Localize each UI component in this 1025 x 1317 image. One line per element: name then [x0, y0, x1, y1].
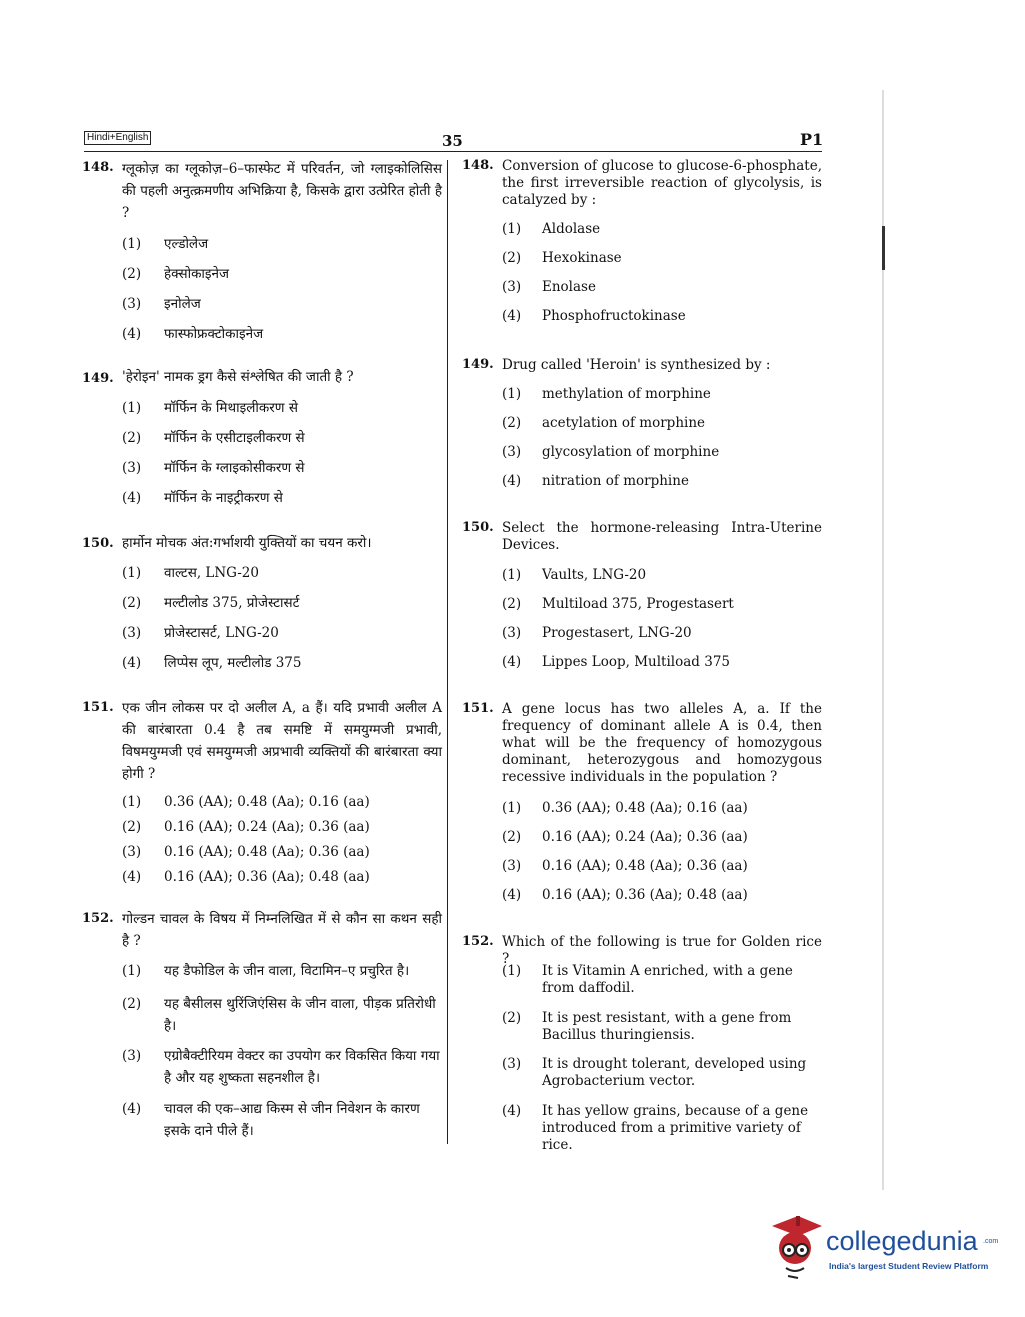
- option-number: (1): [502, 386, 522, 402]
- option-number: (4): [502, 473, 522, 489]
- option-number: (2): [122, 266, 142, 282]
- option-text: चावल की एक–आद्य किस्म से जीन निवेशन के कारण इसके दाने पीले हैं।: [164, 1101, 420, 1139]
- option-number: (2): [502, 829, 522, 845]
- question-text: Drug called 'Heroin' is synthesized by :: [502, 357, 771, 373]
- option-text: प्रोजेस्टासर्ट, LNG-20: [164, 625, 279, 641]
- option-number: (1): [122, 565, 142, 581]
- question-number: 149.: [462, 357, 494, 372]
- question-text: हार्मोन मोचक अंत:गर्भाशयी युक्तियों का चयन करो।: [122, 535, 372, 551]
- option-text: glycosylation of morphine: [542, 444, 720, 460]
- option-text: nitration of morphine: [542, 473, 689, 489]
- option-text: एल्डोलेज: [164, 236, 209, 252]
- question-149-english: [462, 357, 822, 497]
- option-number: (2): [502, 1010, 522, 1026]
- option-number: (1): [502, 567, 522, 583]
- logo-mascot-icon: [768, 1212, 824, 1282]
- option-text: मॉर्फिन के एसीटाइलीकरण से: [164, 430, 305, 446]
- column-divider: [447, 160, 448, 1144]
- question-152-hindi: [82, 908, 442, 1148]
- option-number: (2): [122, 996, 142, 1012]
- question-148-english: [462, 158, 822, 328]
- question-number: 150.: [82, 536, 114, 551]
- option-text: 0.16 (AA); 0.48 (Aa); 0.36 (aa): [164, 844, 370, 860]
- option-number: (3): [122, 844, 142, 860]
- option-number: (2): [502, 596, 522, 612]
- option-text: Lippes Loop, Multiload 375: [542, 654, 730, 670]
- option-number: (4): [502, 308, 522, 324]
- question-151-hindi: [82, 697, 442, 887]
- option-text: इनोलेज: [164, 296, 201, 312]
- option-number: (1): [502, 963, 522, 979]
- option-number: (3): [502, 858, 522, 874]
- option-number: (3): [502, 279, 522, 295]
- option-text: 0.16 (AA); 0.24 (Aa); 0.36 (aa): [164, 819, 370, 835]
- option-number: (3): [122, 460, 142, 476]
- question-number: 151.: [82, 700, 114, 715]
- logo-suffix: .com: [983, 1238, 999, 1245]
- option-number: (4): [122, 490, 142, 506]
- option-number: (4): [502, 654, 522, 670]
- page-number: 35: [442, 132, 463, 150]
- question-150-hindi: [82, 534, 442, 674]
- page-edge-mark: [882, 226, 885, 270]
- question-number: 148.: [462, 158, 494, 173]
- question-text: गोल्डन चावल के विषय में निम्नलिखित में से कौन सा कथन सही है ?: [122, 911, 442, 949]
- header-rule: [84, 151, 822, 152]
- question-number: 151.: [462, 701, 494, 716]
- option-text: Hexokinase: [542, 250, 622, 266]
- paper-code: P1: [800, 130, 824, 149]
- question-150-english: [462, 520, 822, 680]
- option-text: लिप्पेस लूप, मल्टीलोड 375: [164, 655, 302, 671]
- option-text: 0.36 (AA); 0.48 (Aa); 0.16 (aa): [542, 800, 748, 816]
- option-number: (1): [122, 794, 142, 810]
- question-number: 149.: [82, 371, 114, 386]
- question-number: 152.: [462, 934, 494, 949]
- option-text: फास्फोफ्रक्टोकाइनेज: [164, 326, 264, 342]
- option-text: methylation of morphine: [542, 386, 711, 402]
- option-text: Progestasert, LNG-20: [542, 625, 692, 641]
- option-number: (2): [122, 595, 142, 611]
- option-text: It is drought tolerant, developed using Agrobacterium vector.: [542, 1056, 807, 1089]
- question-148-hindi: [82, 158, 442, 348]
- option-text: मॉर्फिन के ग्लाइकोसीकरण से: [164, 460, 305, 476]
- option-number: (2): [502, 250, 522, 266]
- option-text: 0.16 (AA); 0.24 (Aa); 0.36 (aa): [542, 829, 748, 845]
- option-text: acetylation of morphine: [542, 415, 706, 431]
- option-number: (4): [122, 655, 142, 671]
- option-number: (2): [122, 430, 142, 446]
- option-text: एग्रोबैक्टीरियम वेक्टर का उपयोग कर विकसित किया गया है और यह शुष्कता सहनशील है।: [164, 1048, 440, 1086]
- option-text: Multiload 375, Progestasert: [542, 596, 734, 612]
- question-text: एक जीन लोकस पर दो अलील A, a हैं। यदि प्रभावी अलील A की बारंबारता 0.4 है तब समष्टि में समयुग्मजी प्रभावी, विषमयुग्मजी एवं समयुग्मजी अप्रभावी व्यक्तियों की बारंबारता क्या होगी ?: [122, 700, 442, 782]
- question-152-english: [462, 934, 822, 1153]
- option-number: (3): [502, 444, 522, 460]
- option-text: It is pest resistant, with a gene from Bacillus thuringiensis.: [542, 1010, 792, 1043]
- option-text: 0.16 (AA); 0.36 (Aa); 0.48 (aa): [164, 869, 370, 885]
- question-text: Conversion of glucose to glucose-6-phosphate, the first irreversible reaction of glycolysis, is catalyzed by :: [502, 158, 822, 208]
- option-number: (1): [502, 800, 522, 816]
- language-tag: Hindi+English: [84, 131, 151, 145]
- logo-tagline: India's largest Student Review Platform: [829, 1261, 989, 1271]
- option-number: (1): [122, 236, 142, 252]
- question-text: 'हेरोइन' नामक ड्रग कैसे संश्लेषित की जाती है ?: [122, 369, 354, 385]
- option-text: Phosphofructokinase: [542, 308, 686, 324]
- option-number: (1): [122, 400, 142, 416]
- option-number: (4): [502, 887, 522, 903]
- option-text: मॉर्फिन के मिथाइलीकरण से: [164, 400, 298, 416]
- option-text: हेक्सोकाइनेज: [164, 266, 230, 282]
- option-text: It is Vitamin A enriched, with a gene from daffodil.: [542, 963, 793, 996]
- option-number: (4): [122, 326, 142, 342]
- option-number: (2): [122, 819, 142, 835]
- option-number: (3): [122, 1048, 142, 1064]
- option-number: (4): [502, 1103, 522, 1119]
- option-number: (3): [122, 625, 142, 641]
- question-text: Select the hormone-releasing Intra-Uterine Devices.: [502, 520, 822, 553]
- option-text: यह डैफोडिल के जीन वाला, विटामिन–ए प्रचुरित है।: [164, 963, 410, 979]
- question-text: ग्लूकोज़ का ग्लूकोज़–6–फास्फेट में परिवर्तन, जो ग्लाइकोलिसिस की पहली अनुत्क्रमणीय अभिक्रिया है, किसके द्वारा उत्प्रेरित होती है ?: [122, 161, 442, 221]
- question-text: A gene locus has two alleles A, a. If the frequency of dominant allele A is 0.4, then what will be the frequency of homozygous dominant, heterozygous and homozygous recessive individuals in the population ?: [502, 701, 822, 785]
- option-text: 0.36 (AA); 0.48 (Aa); 0.16 (aa): [164, 794, 370, 810]
- option-text: यह बैसीलस थुरिंजिएंसिस के जीन वाला, पीड़क प्रतिरोधी है।: [164, 996, 436, 1034]
- question-151-english: [462, 701, 822, 911]
- option-text: It has yellow grains, because of a gene introduced from a primitive variety of rice.: [542, 1103, 809, 1153]
- option-text: Aldolase: [542, 221, 601, 237]
- option-text: मल्टीलोड 375, प्रोजेस्टासर्ट: [164, 595, 300, 611]
- option-text: Vaults, LNG-20: [542, 567, 647, 583]
- option-number: (2): [502, 415, 522, 431]
- option-text: Enolase: [542, 279, 596, 295]
- question-number: 150.: [462, 520, 494, 535]
- logo-wordmark: collegedunia: [826, 1226, 978, 1256]
- option-number: (3): [502, 625, 522, 641]
- option-text: मॉर्फिन के नाइट्रीकरण से: [164, 490, 283, 506]
- option-text: 0.16 (AA); 0.48 (Aa); 0.36 (aa): [542, 858, 748, 874]
- option-text: 0.16 (AA); 0.36 (Aa); 0.48 (aa): [542, 887, 748, 903]
- option-number: (1): [122, 963, 142, 979]
- question-number: 148.: [82, 160, 114, 175]
- question-149-hindi: [82, 368, 442, 508]
- option-number: (3): [122, 296, 142, 312]
- option-number: (1): [502, 221, 522, 237]
- question-text: Which of the following is true for Golden rice ?: [502, 934, 822, 967]
- option-number: (4): [122, 1101, 142, 1117]
- option-number: (4): [122, 869, 142, 885]
- option-text: वाल्टस, LNG-20: [164, 565, 259, 581]
- question-number: 152.: [82, 911, 114, 926]
- option-number: (3): [502, 1056, 522, 1072]
